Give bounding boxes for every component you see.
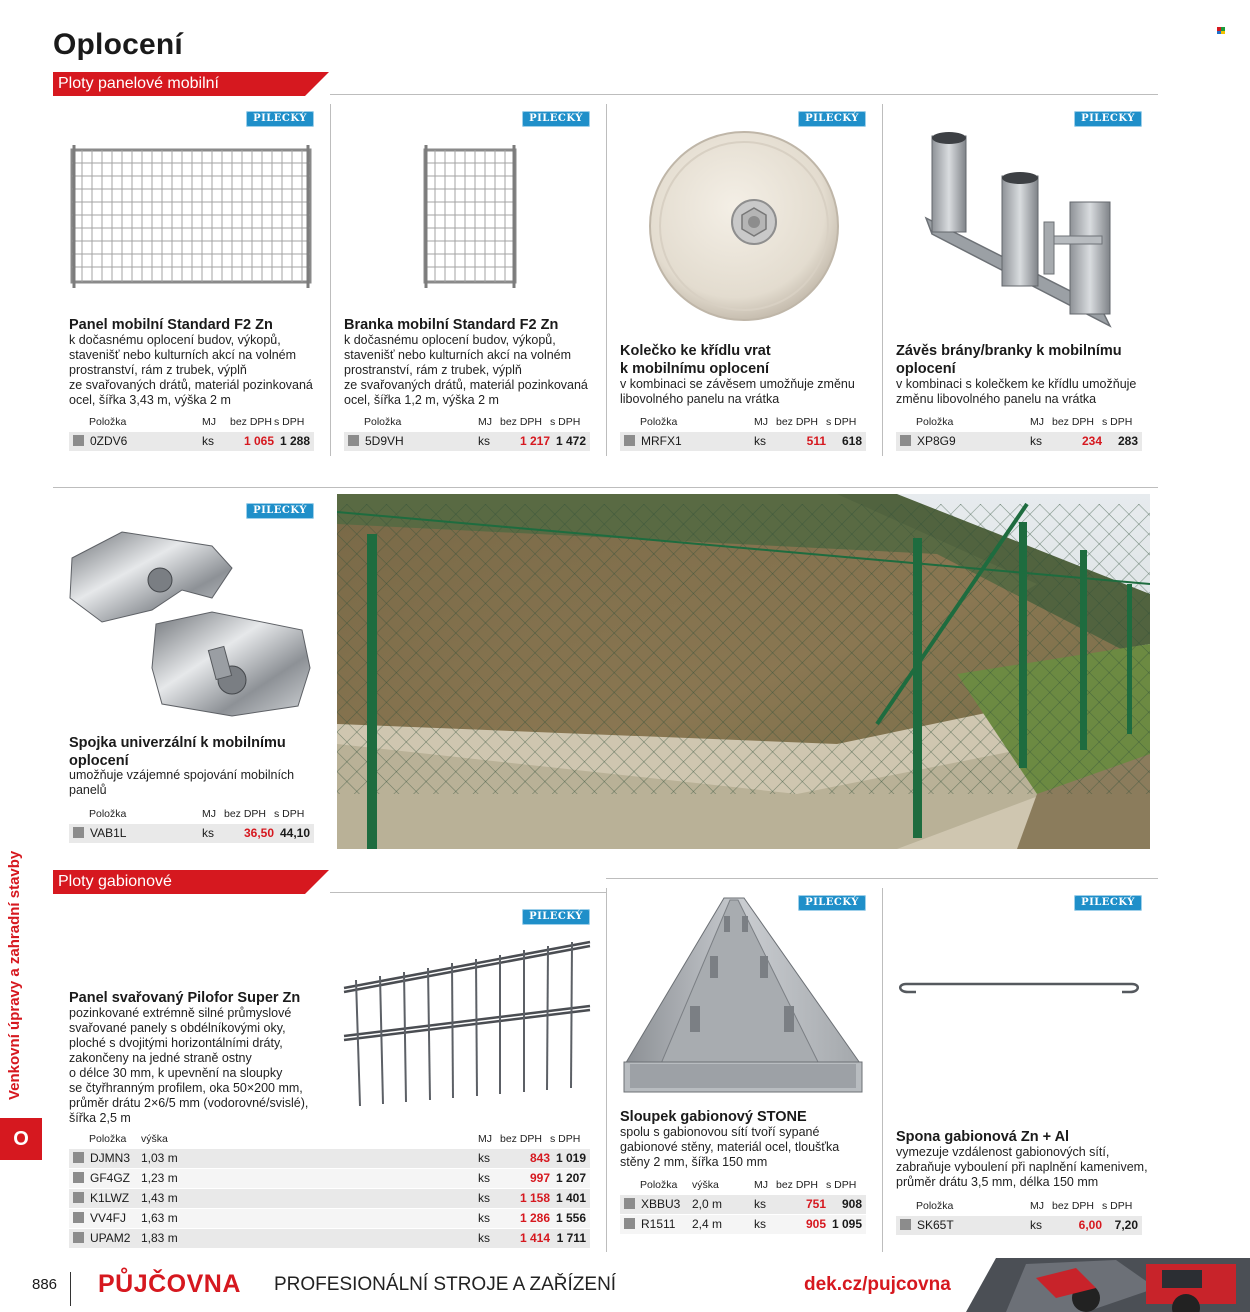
side-category-label: Venkovní úpravy a zahradní stavby [6,850,23,1100]
post-image [620,896,866,1100]
table-row: R1511 2,4 m ks 905 1 095 [620,1214,866,1234]
brand-logo: PILECKÝ [798,111,866,127]
table-row: K1LWZ 1,43 m ks 1 158 1 401 [69,1188,590,1208]
table-row: 0ZDV6 ks 1 065 1 288 [69,431,314,451]
wheel-image [646,128,842,324]
product-description: spolu s gabionovou sítí tvoří sypané gabionové stěny, materiál ocel, tloušťka stěny 2 mm, šířka 150 mm [620,1125,840,1169]
gate-image [418,145,522,290]
product-name: Spona gabionová Zn + Al [896,1129,1070,1145]
product-description: umožňuje vzájemné spojování mobilních panelů [69,768,295,797]
product-description: k dočasnému oplocení budov, výkopů, stavenišť nebo kulturních akcí na volném prostranství, rám z trubek, výplň ze svařovaných drátů, materiál pozinkovaná ocel, šířka 3,43 m, výška 2 m [69,333,313,407]
section-rule [330,892,606,893]
product-name: Branka mobilní Standard F2 Zn [344,317,559,333]
product-description: pozinkované extrémně silné průmyslové svařované panely s obdélníkovými oky, ploché s dvojitými horizontálními dráty, zakončeny na jedné straně ostny o délce 30 mm, k upevnění na sloupky se čtyřhranným profilem, oka 50×200 mm, průměr drátu 2×6/5 mm (vodorovné/svislé), šířka 2,5 m [69,1006,309,1125]
brand-logo: PILECKÝ [522,909,590,925]
price-table: Položka výška MJ bez DPH s DPH DJMN3 1,03 m ks 843 1 019 GF4GZ 1,23 m ks 997 1 207 K1LWZ 1,43 m ks 1 158 1 401 VV4FJ 1,63 m ks 1 286 1 556 UPAM2 1,83 m ks 1 414 1 711 [69,1130,590,1248]
column-divider [606,888,607,1252]
footer-tagline: PROFESIONÁLNÍ STROJE A ZAŘÍZENÍ [274,1274,617,1295]
column-divider [882,888,883,1252]
table-row: MRFX1 ks 511 618 [620,431,866,451]
hinge-image [920,126,1120,336]
price-table: Položka výška MJ bez DPH s DPH XBBU3 2,0 m ks 751 908 R1511 2,4 m ks 905 1 095 [620,1176,866,1234]
section-title-gabion: Ploty gabionové [58,873,172,890]
product-name: Sloupek gabionový STONE [620,1109,807,1125]
footer-divider [70,1272,71,1306]
brand-logo: PILECKÝ [1074,111,1142,127]
table-row: DJMN3 1,03 m ks 843 1 019 [69,1148,590,1168]
column-divider [606,104,607,456]
product-description: k dočasnému oplocení budov, výkopů, stavenišť nebo kulturních akcí na volném prostranství, rám z trubek, výplň ze svařovaných drátů, materiál pozinkovaná ocel, šířka 1,2 m, výška 2 m [344,333,588,407]
section-rule [330,94,1158,95]
product-name: Panel svařovaný Pilofor Super Zn [69,990,301,1006]
table-row: XP8G9 ks 234 283 [896,431,1142,451]
price-table: Položka MJ bez DPH s DPH XP8G9 ks 234 283 [896,413,1142,451]
section-bar-gabion [53,870,305,894]
price-table: Položka MJ bez DPH s DPH SK65T ks 6,00 7,20 [896,1197,1142,1235]
section-rule [606,878,1158,879]
page-title: Oplocení [53,28,183,61]
brand-logo: PILECKÝ [246,503,314,519]
price-table: Položka MJ bez DPH s DPH 0ZDV6 ks 1 065 1 288 [69,413,314,451]
row-divider [53,487,1158,488]
table-row: 5D9VH ks 1 217 1 472 [344,431,590,451]
section-title-mobile: Ploty panelové mobilní [58,75,219,92]
table-row: UPAM2 1,83 m ks 1 414 1 711 [69,1228,590,1248]
brand-logo: PILECKÝ [246,111,314,127]
page-number: 886 [32,1276,58,1293]
table-row: VAB1L ks 36,50 44,10 [69,823,314,843]
brand-logo: PILECKÝ [1074,895,1142,911]
price-table: Položka MJ bez DPH s DPH VAB1L ks 36,50 44,10 [69,805,314,843]
column-divider [330,104,331,456]
product-name: Spojka univerzální k mobilnímu oplocení [69,735,286,769]
product-name: Kolečko ke křídlu vrat k mobilnímu oplocení [620,343,771,377]
footer-brand: PŮJČOVNA [98,1270,241,1298]
fence-photo [337,494,1150,849]
table-row: XBBU3 2,0 m ks 751 908 [620,1194,866,1214]
product-description: v kombinaci se závěsem umožňuje změnu libovolného panelu na vrátka [620,377,855,406]
coupler-image [62,528,316,724]
table-row: GF4GZ 1,23 m ks 997 1 207 [69,1168,590,1188]
product-name: Závěs brány/branky k mobilnímu oplocení [896,343,1122,377]
product-name: Panel mobilní Standard F2 Zn [69,317,273,333]
excavator-photo [966,1258,1250,1312]
corner-mark [1217,27,1225,34]
side-category-badge: O [0,1118,42,1160]
section-bar-mobile [53,72,305,96]
panel-image [68,145,316,290]
clip-image [894,976,1144,1000]
product-description: vymezuje vzdálenost gabionových sítí, zabraňuje vyboulení při naplnění kamenivem, průměr drátu 3,5 mm, délka 150 mm [896,1145,1148,1189]
brand-logo: PILECKÝ [798,895,866,911]
table-row: SK65T ks 6,00 7,20 [896,1215,1142,1235]
product-description: v kombinaci s kolečkem ke křídlu umožňuje změnu libovolného panelu na vrátka [896,377,1137,406]
footer-url-link[interactable]: dek.cz/pujcovna [804,1274,951,1295]
column-divider [882,104,883,456]
brand-logo: PILECKÝ [522,111,590,127]
table-row: VV4FJ 1,63 m ks 1 286 1 556 [69,1208,590,1228]
price-table: Položka MJ bez DPH s DPH MRFX1 ks 511 618 [620,413,866,451]
price-table: Položka MJ bez DPH s DPH 5D9VH ks 1 217 1 472 [344,413,590,451]
welded-panel-image [340,936,596,1116]
